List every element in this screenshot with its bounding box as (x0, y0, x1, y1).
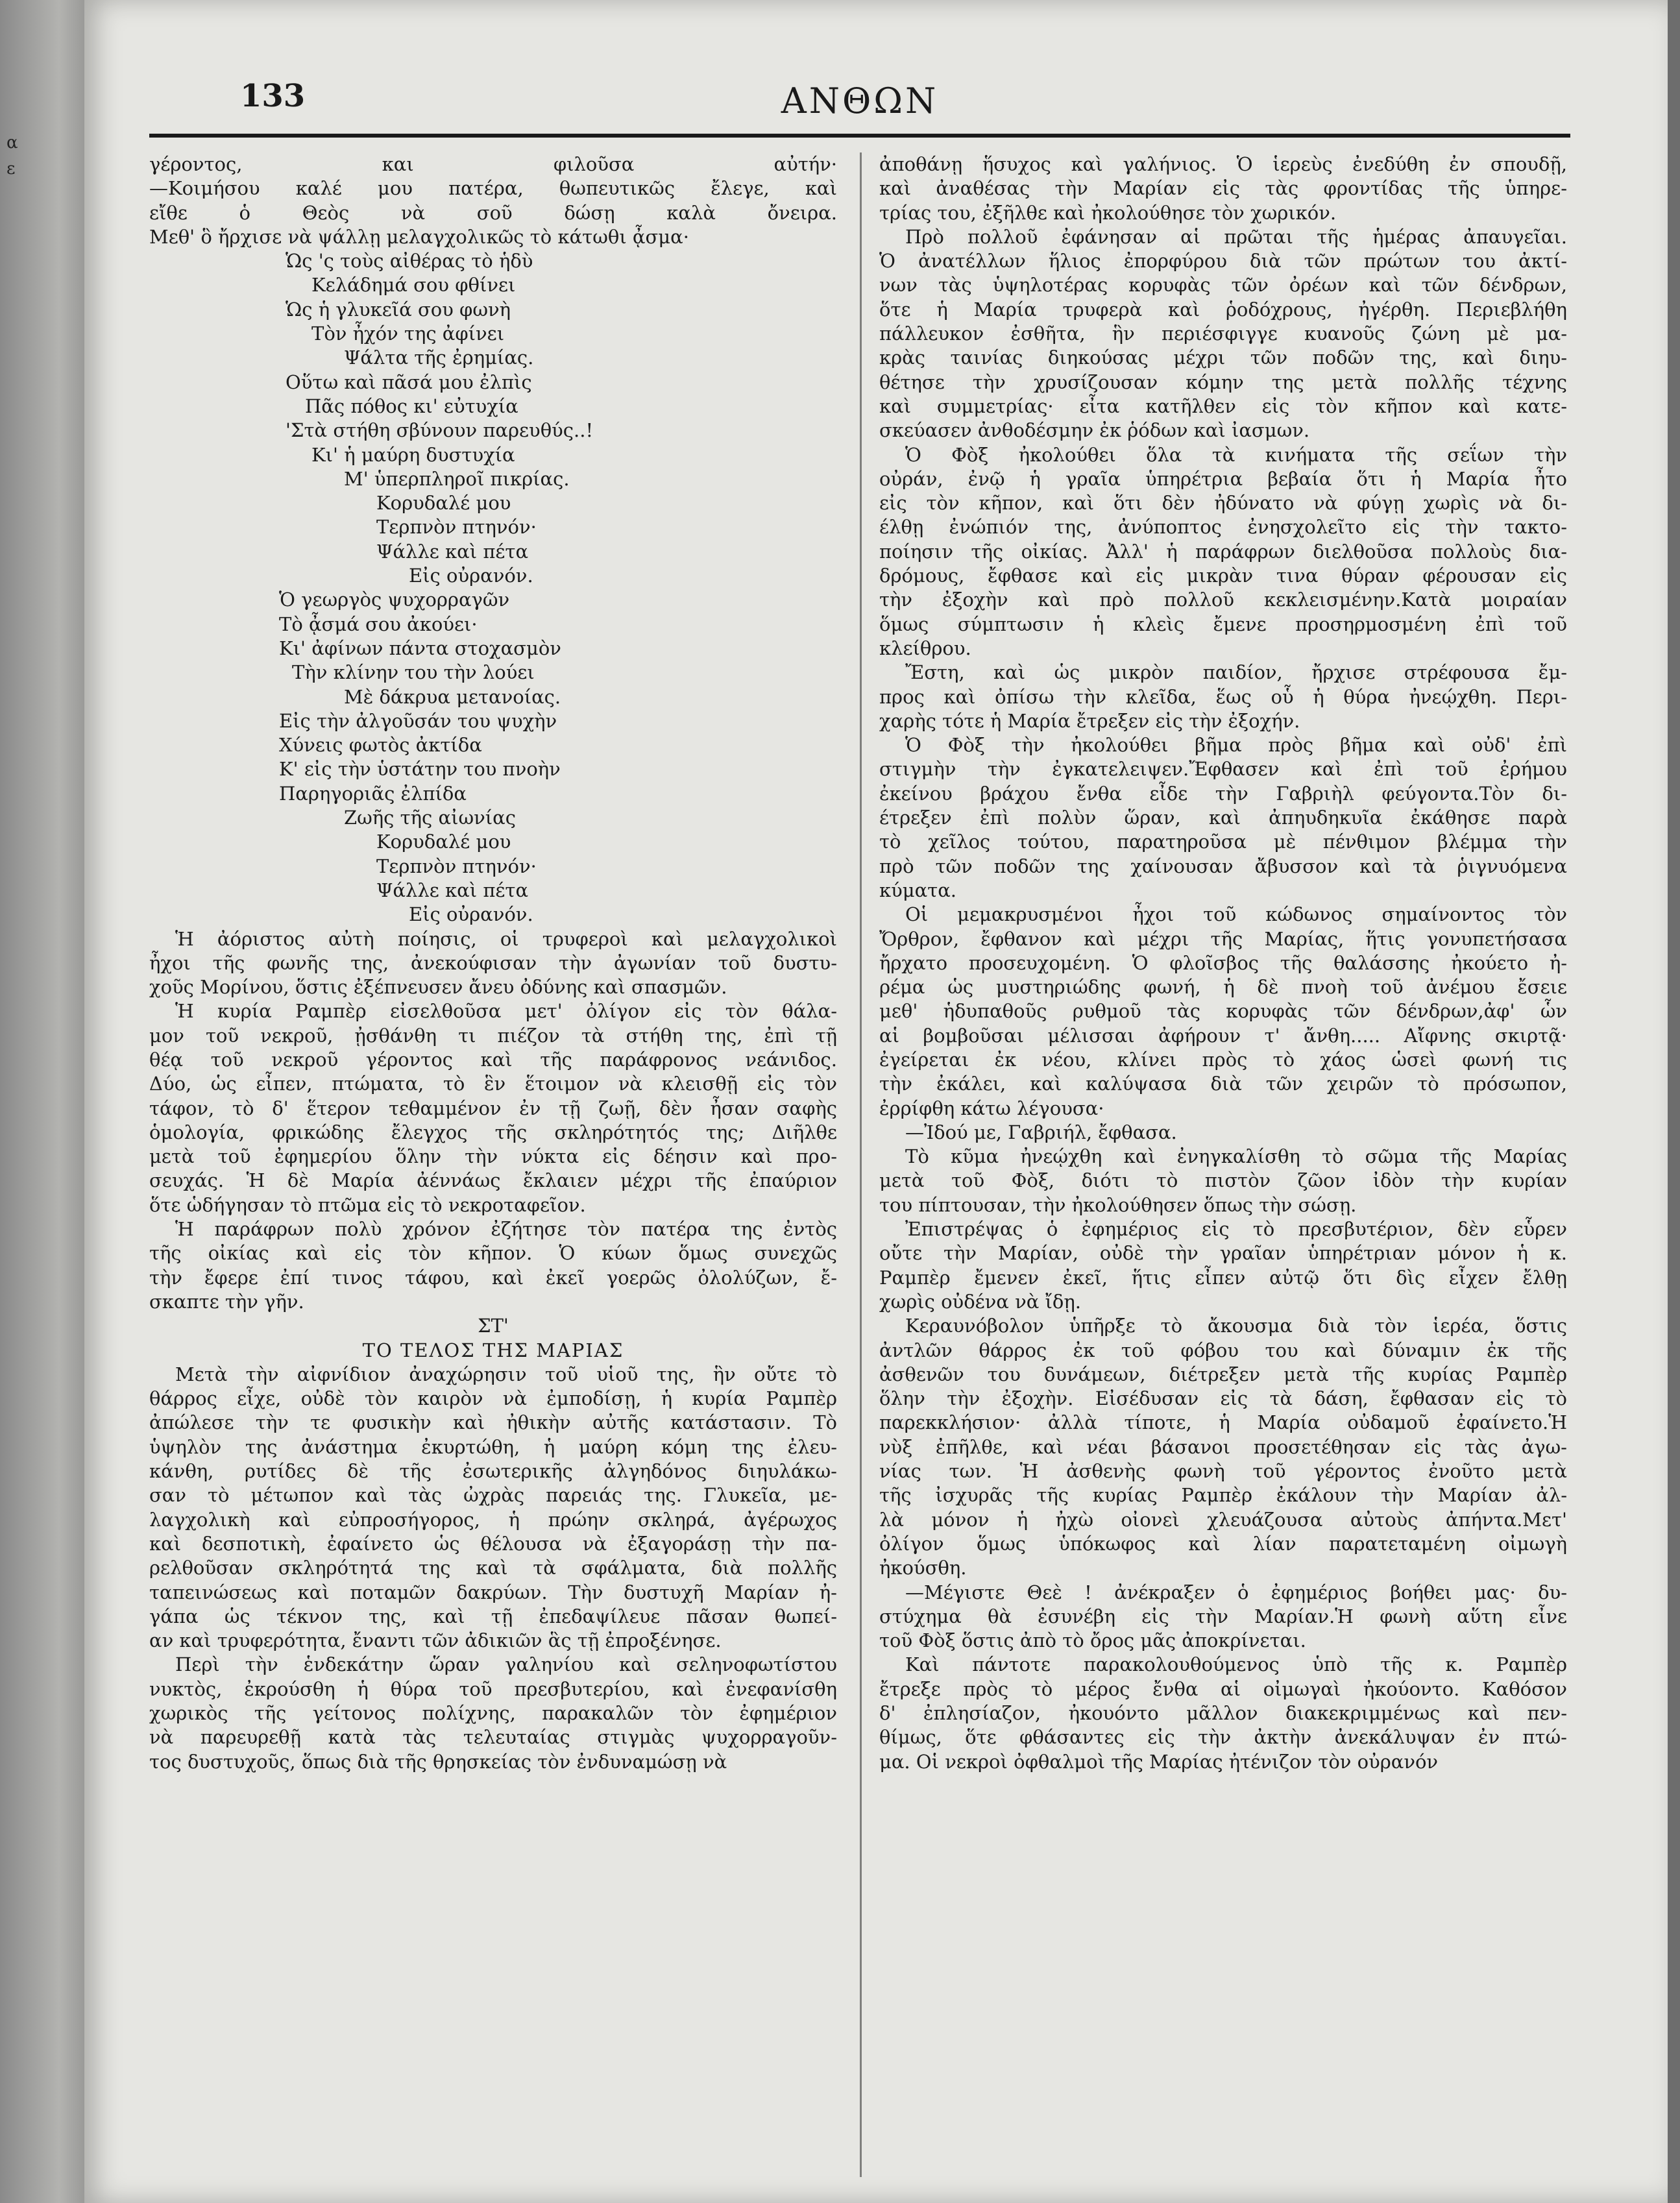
text-line: οὔτε τὴν Μαρίαν, οὐδὲ τὴν γραῖαν ὑπηρέτριαν μόνον ἡ κ. (879, 1242, 1567, 1265)
text-line: Ὁ ἀνατέλλων ἥλιος ἐπορφύρου διὰ τῶν πρώτων του ἀκτί- (879, 250, 1567, 273)
poem-line: Ζωῆς τῆς αἰωνίας (344, 807, 516, 829)
text-line: Περὶ τὴν ἑνδεκάτην ὥραν γαληνίου καὶ σεληνοφωτίστου (175, 1653, 837, 1676)
poem-line: Κορυδαλέ μου (376, 831, 511, 853)
text-line: χοῦς Μορίνου, ὅστις ἐξέπνευσεν ἄνευ ὀδύνης καὶ σπασμῶν. (149, 976, 727, 999)
text-line: σκαπτε τὴν γῆν. (149, 1290, 304, 1313)
text-line: ρέμα ὡς μυστηριώδης φωνή, ἡ δὲ πνοὴ τοῦ ἀνέμου ἔσειε (879, 976, 1567, 999)
text-line: πάλλευκον ἐσθῆτα, ἣν περιέσφιγγε κυανοῦς ζώνη μὲ μα- (879, 323, 1567, 345)
text-line: Ἡ ἀόριστος αὐτὴ ποίησις, οἱ τρυφεροὶ καὶ μελαγχολικοὶ (175, 927, 837, 950)
text-line: εἰς τὸν κῆπον, καὶ ὅτι δὲν ἠδύνατο νὰ φύγῃ χωρὶς νὰ δι- (879, 492, 1567, 515)
text-line: ὅλην τὴν ἐξοχὴν. Εἰσέδυσαν εἰς τὰ δάση, ἔφθασαν εἰς τὸ (879, 1387, 1567, 1410)
text-line: νυκτὸς, ἐκρούσθη ἡ θύρα τοῦ πρεσβυτερίου, καὶ ἐνεφανίσθη (149, 1677, 837, 1700)
text-line: μον τοῦ νεκροῦ, ᾐσθάνθη τι πιέζον τὰ στήθη της, ἐπὶ τῇ (149, 1024, 837, 1047)
text-line: κλείθρου. (879, 637, 971, 659)
text-line: σευχάς. Ἡ δὲ Μαρία ἀέννάως ἔκλαιεν μέχρι τῆς ἐπαύριον (149, 1169, 837, 1192)
text-line: μετὰ τοῦ Φὸξ, διότι τὸ πιστὸν ζῶον ἰδὸν τὴν κυρίαν (879, 1169, 1567, 1192)
text-line: τὸ χεῖλος τούτου, παρατηροῦσα μὲ πένθιμον βλέμμα τὴν (879, 831, 1567, 853)
text-line: δρόμους, ἔφθασε καὶ εἰς μικρὰν τινα θύραν φέρουσαν εἰς (879, 565, 1567, 587)
text-line: Μεθ' ὃ ἤρχισε νὰ ψάλλῃ μελαγχολικῶς τὸ κάτωθι ᾆσμα· (149, 225, 689, 248)
paragraph (879, 443, 1567, 661)
poem-line: Παρηγοριᾶς ἐλπίδα (279, 782, 467, 805)
poem-line: Οὕτω καὶ πᾶσά μου ἐλπὶς (286, 371, 532, 393)
column-divider (860, 152, 862, 2177)
paragraph (879, 733, 1567, 903)
text-line: ρελθοῦσαν σκληρότητά της καὶ τὰ σφάλματα, διὰ πολλῆς (149, 1557, 837, 1579)
text-line: λὰ μόνον ἡ ἠχὼ οἰονεὶ χλευάζουσα αὐτοὺς ἀπήντα.Μετ' (879, 1508, 1567, 1531)
text-line: —Κοιμήσου καλέ μου πατέρα, θωπευτικῶς ἔλεγε, καὶ (149, 177, 837, 200)
text-line: του πίπτουσαν, τὴν ἠκολούθησεν ὅπως τὴν σώσῃ. (879, 1193, 1357, 1216)
paragraph (879, 1121, 1567, 1145)
text-line: ὅμως σύμπτωσιν ἡ κλεὶς ἔμενε προσηρμοσμένη ἐπὶ τοῦ (879, 613, 1567, 635)
text-line: ὑψηλὸν της ἀνάστημα ἐκυρτώθη, ἡ μαύρη κόμη της ἐλευ- (149, 1435, 837, 1458)
text-line: δ' ἐπλησίαζον, ἠκουόντο μᾶλλον διακεκριμμένως καὶ πεν- (879, 1702, 1567, 1724)
text-line: Ἐπιστρέψας ὁ ἐφημέριος εἰς τὸ πρεσβυτέριον, δὲν εὗρεν (905, 1218, 1567, 1241)
text-line: κάνθη, ρυτίδες δὲ τῆς ἐσωτερικῆς ἀλγηδόνος διηυλάκω- (149, 1460, 837, 1483)
poem-line: Ψάλλε καὶ πέτα (376, 540, 529, 563)
text-line: ὁμολογία, φρικώδης ἔλεγχος τῆς σκληρότητός της; Διῆλθε (149, 1121, 837, 1143)
poem-line: Κι' ἡ μαύρη δυστυχία (311, 443, 515, 466)
text-line: θέτησε τὴν χρυσίζουσαν κόμην της μετὰ πολλῆς τέχνης (879, 371, 1567, 393)
paragraph (879, 1581, 1567, 1653)
text-line: μεθ' ἡδυπαθοῦς ρυθμοῦ τὰς κορυφὰς τῶν δένδρων,ἀφ' ὧν (879, 1000, 1567, 1023)
text-line: ἀσθενῶν του δυνάμεων, διέτρεξεν μετὰ τῆς κυρίας Ραμπὲρ (879, 1363, 1567, 1385)
text-line: τὴν ἔφερε ἐπί τινος τάφου, καὶ ἐκεῖ γοερῶς ὀλολύζων, ἔ- (149, 1266, 837, 1289)
text-line: Δύο, ὡς εἶπεν, πτώματα, τὸ ἓν ἕτοιμον νὰ κλεισθῇ εἰς τὸν (149, 1073, 837, 1095)
right-column (879, 152, 1567, 2184)
text-line: τῆς οἰκίας καὶ εἰς τὸν κῆπον. Ὁ κύων ὅμως συνεχῶς (149, 1242, 837, 1265)
text-line: ἀπώλεσε τὴν τε φυσικὴν καὶ ἠθικὴν αὐτῆς κατάστασιν. Τὸ (149, 1411, 837, 1434)
paragraph (149, 927, 837, 1000)
poem-line: Τὸ ᾆσμά σου ἀκούει· (279, 613, 478, 635)
section-title: ΤΟ ΤΕΛΟΣ ΤΗΣ ΜΑΡΙΑΣ (362, 1339, 624, 1361)
text-line: Ὄρθρον, ἔφθανον καὶ μέχρι τῆς Μαρίας, ἥτις γονυπετήσασα (879, 927, 1567, 950)
paragraph (149, 999, 837, 1217)
poem-line: Μ' ὑπερπληροῖ πικρίας. (344, 467, 570, 490)
text-line: Μετὰ τὴν αἰφνίδιον ἀναχώρησιν τοῦ υἱοῦ της, ἣν οὔτε τὸ (175, 1363, 837, 1385)
poem-line: Κ' εἰς τὴν ὑστάτην του πνοὴν (279, 758, 561, 781)
section-number: ΣΤ' (478, 1315, 509, 1337)
text-line: Ἔστη, καὶ ὡς μικρὸν παιδίον, ἤρχισε στρέφουσα ἔμ- (905, 661, 1567, 684)
poem-line: Μὲ δάκρυα μετανοίας. (344, 685, 561, 708)
text-line: ἀντλῶν θάρρος ἐκ τοῦ φόβου του καὶ δύναμιν ἐκ τῆς (879, 1339, 1567, 1361)
text-line: αἱ βομβοῦσαι μέλισσαι ἀφήρουν τ' ἄνθη..... Αἴφνης σκιρτᾷ· (879, 1024, 1567, 1047)
poem-line: Ὡς ἡ γλυκεῖά σου φωνὴ (286, 298, 511, 321)
text-line: Κεραυνόβολον ὑπῆρξε τὸ ἄκουσμα διὰ τὸν ἱερέα, ὅστις (905, 1315, 1567, 1337)
text-line: Ραμπὲρ ἔμενεν ἐκεῖ, ἥτις εἶπεν αὐτῷ ὅτι δὶς εἶχεν ἔλθῃ (879, 1266, 1567, 1289)
text-line: Ὁ Φὸξ τὴν ἠκολούθει βῆμα πρὸς βῆμα καὶ οὐδ' ἐπὶ (905, 734, 1567, 757)
text-line: τάφον, τὸ δ' ἕτερον τεθαμμένον ἐν τῇ ζωῇ, δὲν ἦσαν σαφὴς (149, 1097, 837, 1119)
text-line: ποίησιν τῆς οἰκίας. Ἀλλ' ἡ παράφρων διελθοῦσα πολλοὺς δια- (879, 540, 1567, 563)
text-line: στύχημα θὰ ἐσυνέβη εἰς τὴν Μαρίαν.Ἡ φωνὴ αὕτη εἶνε (879, 1605, 1567, 1627)
paragraph (149, 1363, 837, 1653)
text-line: πρὸ τῶν ποδῶν της χαίνουσαν ἄβυσσον καὶ τὰ ῥιγνυόμενα (879, 855, 1567, 877)
text-line: θάρρος εἶχε, οὐδὲ τὸν καιρὸν νὰ ἐμποδίσῃ, ἡ κυρία Ραμπὲρ (149, 1387, 837, 1410)
text-line: κύματα. (879, 879, 957, 901)
text-line: νίας των. Ἡ ἀσθενὴς φωνὴ τοῦ γέροντος ἐνοῦτο μετὰ (879, 1460, 1567, 1483)
text-line: ἀποθάνῃ ἥσυχος καὶ γαλήνιος. Ὁ ἱερεὺς ἐνεδύθη ἐν σπουδῇ, (879, 153, 1567, 175)
text-line: τος δυστυχοῦς, ὅπως διὰ τῆς θρησκείας τὸν ἐνδυναμώσῃ νὰ (149, 1750, 727, 1773)
poem-line: Ψάλτα τῆς ἐρημίας. (344, 347, 534, 369)
text-line: ὅτε ὡδήγησαν τὸ πτῶμα εἰς τὸ νεκροταφεῖον. (149, 1193, 586, 1216)
poem-line: Τὸν ἦχόν της ἀφίνει (311, 323, 505, 345)
text-line: σαν τὸ μέτωπον καὶ τὰς ὠχρὰς παρειάς της. Γλυκεῖα, με- (149, 1484, 837, 1507)
text-line: νὰ παρευρεθῇ κατὰ τὰς τελευταίας στιγμὰς ψυχορραγοῦν- (149, 1726, 837, 1749)
margin-mark: α (6, 133, 18, 152)
text-line: Τὸ κῦμα ἠνεῴχθη καὶ ἐνηγκαλίσθη τὸ σῶμα τῆς Μαρίας (905, 1145, 1567, 1168)
paragraph (879, 661, 1567, 733)
poem-line: Τερπνὸν πτηνόν· (376, 855, 537, 877)
text-line: Ὁ Φὸξ ἠκολούθει ὅλα τὰ κινήματα τῆς σεΐων τὴν (905, 443, 1567, 466)
text-line: παρεκκλήσιον· ἀλλὰ τίποτε, ἡ Μαρία οὐδαμοῦ ἐφαίνετο.Ἡ (879, 1411, 1567, 1434)
text-line: οὐράν, ἐνῷ ἡ γραῖα ὑπηρέτρια βεβαία ὅτι ἡ Μαρία ἦτο (879, 467, 1567, 490)
text-line: ἐκείνου βράχου ἔνθα εἶδε τὴν Γαβριὴλ φεύγοντα.Τὸν δι- (879, 782, 1567, 805)
poem-line: Κορυδαλέ μου (376, 492, 511, 515)
text-line: έτρεξεν ἐπὶ πολὺν ὥραν, καὶ ἀπηυδηκυῖα ἐκάθησε παρὰ (879, 807, 1567, 829)
text-line: μετὰ τοῦ ἐφημερίου ὅλην τὴν νύκτα εἰς δέησιν καὶ προ- (149, 1145, 837, 1168)
poem-line: Κελάδημά σου φθίνει (311, 274, 516, 297)
text-line: θέᾳ τοῦ νεκροῦ γέροντος καὶ τῆς παράφρονος νεάνιδος. (149, 1048, 837, 1071)
adjacent-page-edge (0, 0, 84, 2203)
paragraph (149, 1217, 837, 1314)
poem-line: Ὡς 'ς τοὺς αἰθέρας τὸ ἡδὺ (286, 250, 533, 273)
poem-line: Τὴν κλίνην του τὴν λούει (292, 661, 535, 684)
text-line: ἦχοι τῆς φωνῆς της, ἀνεκούφισαν τὴν ἀγωνίαν τοῦ δυστυ- (149, 951, 837, 974)
text-line: Οἱ μεμακρυσμένοι ἦχοι τοῦ κώδωνος σημαίνοντος τὸν (905, 903, 1567, 926)
text-line: καὶ δεσποτικὴ, ἐφαίνετο ὡς θέλουσα νὰ ἐξαγοράσῃ τὴν πα- (149, 1532, 837, 1555)
poem-line: Κι' ἀφίνων πάντα στοχασμὸν (279, 637, 561, 659)
text-line: ἐγείρεται ἐκ νέου, κλίνει πρὸς τὸ χάος ὡσεὶ φωνή τις (879, 1048, 1567, 1071)
text-line: έλθῃ ἐνώπιόν της, ἀνύποπτος ἐνησχολεῖτο εἰς τὴν τακτο- (879, 516, 1567, 539)
paragraph (879, 225, 1567, 443)
page-number: 133 (240, 78, 306, 114)
poem-line: Πᾶς πόθος κι' εὐτυχία (305, 395, 518, 417)
text-line: Ἡ κυρία Ραμπὲρ εἰσελθοῦσα μετ' ὀλίγον εἰς τὸν θάλα- (175, 1000, 837, 1023)
poem-line: Ὁ γεωργὸς ψυχορραγῶν (279, 589, 510, 611)
text-line: νὺξ ἐπῆλθε, καὶ νέαι βάσανοι προσετέθησαν εἰς τὰς ἀγω- (879, 1435, 1567, 1458)
text-line: θίμως, ὅτε φθάσαντες εἰς τὴν ἀκτὴν ἀνεκάλυψαν ἐν πτώ- (879, 1726, 1567, 1749)
text-line: καὶ ἀναθέσας τὴν Μαρίαν εἰς τὰς φροντίδας τῆς ὑπηρε- (879, 177, 1567, 200)
text-line: Πρὸ πολλοῦ ἐφάνησαν αἱ πρῶται τῆς ἡμέρας ἀπαυγεῖαι. (905, 225, 1567, 248)
text-line: Ἡ παράφρων πολὺ χρόνον ἐζήτησε τὸν πατέρα της ἐντὸς (175, 1218, 837, 1241)
text-line: —Μέγιστε Θεὲ ! ἀνέκραξεν ὁ ἐφημέριος βοήθει μας· δυ- (905, 1581, 1567, 1603)
text-line: χαρὴς τότε ἡ Μαρία ἔτρεξεν εἰς τὴν ἐξοχήν. (879, 709, 1300, 732)
text-line: σκεύασεν ἀνθοδέσμην ἐκ ῥόδων καὶ ἰασμων. (879, 419, 1310, 442)
text-line: ἤρχατο προσευχομένη. Ὁ φλοῖσβος τῆς θαλάσσης ἠκούετο ἠ- (879, 951, 1567, 974)
left-column (149, 152, 837, 2184)
paragraph (879, 1217, 1567, 1314)
text-line: εἴθε ὁ Θεὸς νὰ σοῦ δώσῃ καλὰ ὄνειρα. (149, 201, 837, 224)
text-line: ἐρρίφθη κάτω λέγουσα· (879, 1097, 1104, 1119)
poem-line: Εἰς οὐρανόν. (409, 565, 533, 587)
journal-title: ΑΝΘΩΝ (781, 80, 939, 121)
poem-line: Ψάλλε καὶ πέτα (376, 879, 529, 901)
header-rule (149, 134, 1570, 138)
intro-text (149, 152, 837, 249)
text-line: —Ἰδού με, Γαβριήλ, ἔφθασα. (905, 1121, 1177, 1143)
poem (149, 249, 837, 927)
text-line: ἔτρεξε πρὸς τὸ μέρος ἔνθα αἱ οἰμωγαὶ ἠκούοντο. Καθόσον (879, 1677, 1567, 1700)
poem-line: Χύνεις φωτὸς ἀκτίδα (279, 734, 482, 757)
text-line: τοῦ Φὸξ ὅστις ἀπὸ τὸ ὄρος μᾶς ἀποκρίνεται. (879, 1629, 1306, 1652)
paragraph (879, 903, 1567, 1121)
text-line: χωρικὸς τῆς γείτονος πολίχνης, παρακαλῶν τὸν ἐφημέριον (149, 1702, 837, 1724)
text-line: τῆς ἰσχυρᾶς τῆς κυρίας Ραμπὲρ ἐκάλουν τὴν Μαρίαν ἀλ- (879, 1484, 1567, 1507)
text-line: καὶ συμμετρίας· εἶτα κατῆλθεν εἰς τὸν κῆπον καὶ κατε- (879, 395, 1567, 417)
text-line: αν καὶ τρυφερότητα, ἔναντι τῶν ἀδικιῶν ἃς τῇ ἐπροξένησε. (149, 1629, 722, 1652)
text-line: τὴν ἐκάλει, καὶ καλύψασα διὰ τῶν χειρῶν τὸ πρόσωπον, (879, 1073, 1567, 1095)
text-line: ὀλίγον ὅμως ὑπόκωφος καὶ λίαν παρατεταμένη οἰμωγὴ (879, 1532, 1567, 1555)
poem-line: Τερπνὸν πτηνόν· (376, 516, 537, 539)
text-line: χωρὶς οὐδένα νὰ ἴδῃ. (879, 1290, 1081, 1313)
paragraph (149, 1653, 837, 1773)
paragraph (879, 1314, 1567, 1580)
text-line: γέροντος, και φιλοῦσα αὐτήν· (149, 153, 837, 175)
paragraph (879, 152, 1567, 225)
text-line: ταπεινώσεως καὶ ποταμῶν δακρύων. Τὴν δυστυχῆ Μαρίαν ἠ- (149, 1581, 837, 1603)
text-line: μα. Οἱ νεκροὶ ὀφθαλμοὶ τῆς Μαρίας ἠτένιζον τὸν οὐρανόν (879, 1750, 1439, 1773)
paragraph (879, 1653, 1567, 1773)
text-line: κρὰς ταινίας διηκούσας μέχρι τῶν ποδῶν της, καὶ διηυ- (879, 347, 1567, 369)
poem-line: 'Στὰ στήθη σβύνουν παρευθύς..! (286, 419, 594, 442)
text-line: λαγχολικὴ καὶ εὐπροσήγορος, ἡ πρώην σκληρά, ἀγέρωχος (149, 1508, 837, 1531)
text-line: τρίας του, ἐξῆλθε καὶ ἠκολούθησε τὸν χωρικόν. (879, 201, 1337, 224)
paragraph (879, 1145, 1567, 1217)
text-line: Καὶ πάντοτε παρακολουθούμενος ὑπὸ τῆς κ. Ραμπὲρ (905, 1653, 1567, 1676)
text-line: γάπα ὡς τέκνον της, καὶ τῇ ἐπεδαψίλευε πᾶσαν θωπεί- (149, 1605, 837, 1627)
text-line: τὴν ἐξοχὴν καὶ πρὸ πολλοῦ κεκλεισμένην.Κατὰ μοιραίαν (879, 589, 1567, 611)
page-header (149, 78, 1570, 136)
text-line: νων τὰς ὑψηλοτέρας κορυφὰς τῶν ὀρέων καὶ τῶν δένδρων, (879, 274, 1567, 297)
text-line: ἠκούσθη. (879, 1557, 967, 1579)
text-line: ὅτε ἡ Μαρία τρυφερὰ καὶ ῥοδόχρους, ἠγέρθη. Περιεβλήθη (879, 298, 1567, 321)
text-line: προς καὶ ὀπίσω τὴν κλεῖδα, ἕως οὗ ἡ θύρα ἠνεῴχθη. Περι- (879, 685, 1567, 708)
text-line: στιγμὴν τὴν ἐγκατελειψεν.Ἔφθασεν καὶ ἐπὶ τοῦ ἐρήμου (879, 758, 1567, 781)
margin-mark: ε (6, 159, 16, 178)
poem-line: Εἰς οὐρανόν. (409, 903, 533, 926)
poem-line: Εἰς τὴν ἀλγοῦσάν του ψυχὴν (279, 709, 557, 732)
